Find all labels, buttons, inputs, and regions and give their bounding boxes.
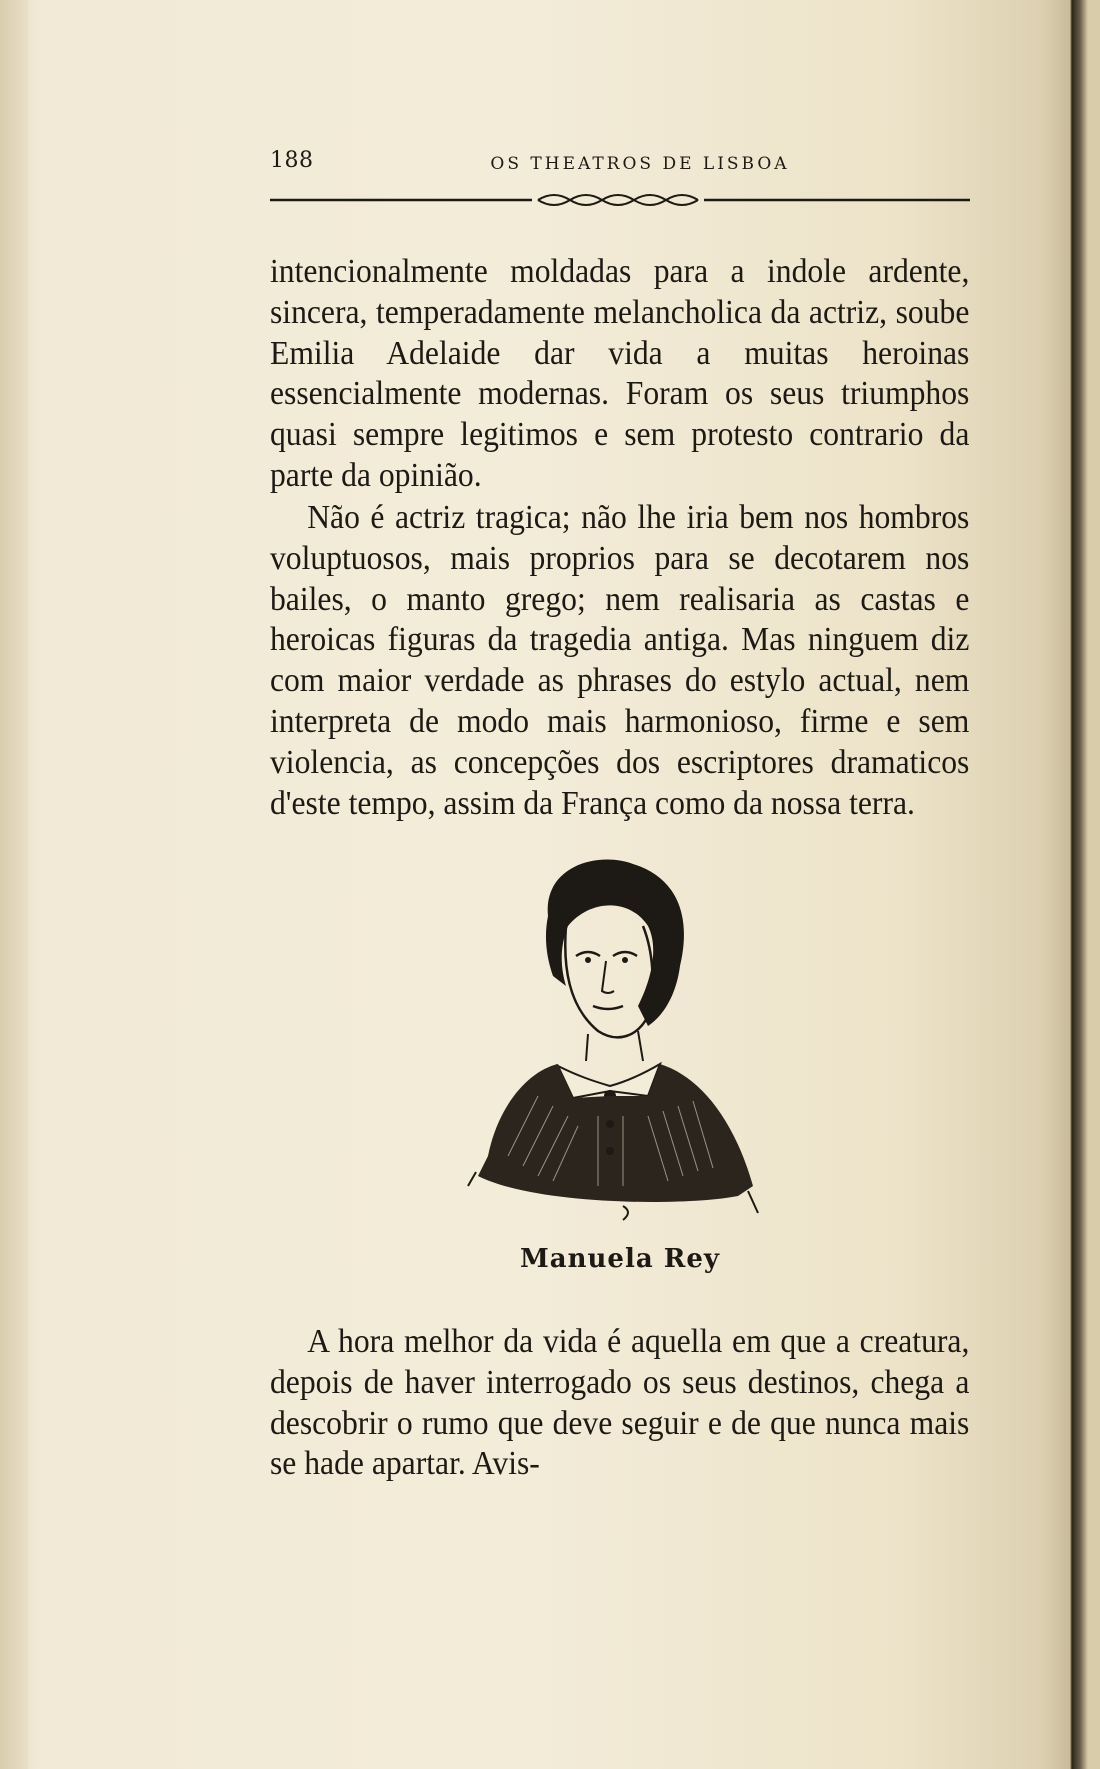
page-number: 188 <box>270 148 314 173</box>
portrait-engraving <box>448 856 808 1226</box>
paragraph-2 <box>270 464 969 858</box>
page-edge <box>0 0 28 1769</box>
ornamental-rule <box>270 192 970 216</box>
paragraph-3 <box>270 1288 969 1519</box>
running-title: OS THEATROS DE LISBOA <box>490 154 790 174</box>
paragraph-text: A hora melhor da vida é aquella em que a creatura, depois de haver interrogado os seus destinos, chega a descobrir o rumo que deve seguir e de que nunca mais se hade apartar. Avis- <box>270 1323 970 1483</box>
paragraph-text: intencionalmente moldadas para a indole ardente, sincera, temperadamente melancholica da actriz, soube Emilia Adelaide dar vida a muitas heroinas essencialmente modernas. Foram os seus triumphos quasi sempre legitimos e sem protesto contrario da parte da opinião. <box>270 253 970 494</box>
page-header <box>270 146 970 182</box>
paragraph-text: Não é actriz tragica; não lhe iria bem nos hombros voluptuosos, mais proprios para se decotarem nos bailes, o manto grego; nem realisaria as castas e heroicas figuras da tragedia antiga. Mas ninguem diz com maior verdade as phrases do estylo actual, nem interpreta de modo mais harmonioso, firme e sem violencia, as concepções dos escriptores dramaticos d'este tempo, assim da França como da nossa terra. <box>270 499 970 822</box>
illustration-caption: Manuela Rey <box>519 1244 720 1274</box>
